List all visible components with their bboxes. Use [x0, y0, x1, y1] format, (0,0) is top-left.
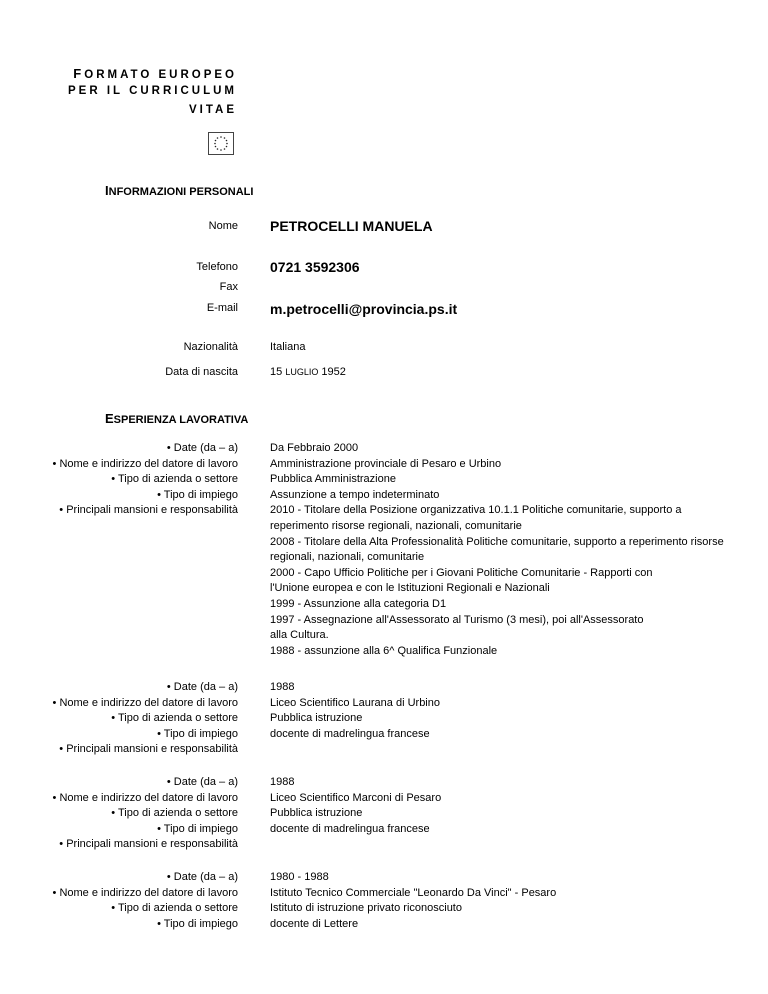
value-data-nascita: 15 LUGLIO 1952 — [270, 366, 346, 378]
label-date: • Date (da – a) — [166, 442, 238, 454]
label-date: • Date (da – a) — [166, 681, 238, 693]
label-telefono: Telefono — [196, 261, 238, 273]
entry-date: 1988 — [270, 681, 295, 693]
label-sector: • Tipo di azienda o settore — [111, 902, 238, 915]
label-data-nascita: Data di nascita — [165, 366, 238, 378]
label-nazionalita: Nazionalità — [183, 341, 238, 353]
label-sector: • Tipo di azienda o settore — [111, 473, 238, 486]
entry-date: 1988 — [270, 776, 295, 788]
eu-flag-icon — [208, 132, 234, 155]
entry-sector: Pubblica istruzione — [270, 807, 363, 820]
label-employer: • Nome e indirizzo del datore di lavoro — [52, 457, 238, 470]
value-nome: PETROCELLI MANUELA — [270, 218, 433, 234]
entry-2-labels — [53, 680, 238, 758]
entry-3-values — [270, 775, 441, 837]
entry-duty-line: 2000 - Capo Ufficio Politiche per i Giovani Politiche Comunitarie - Rapporti con — [270, 566, 653, 579]
entry-sector: Pubblica istruzione — [270, 712, 363, 725]
label-type: • Tipo di impiego — [157, 488, 238, 501]
entry-duty-line: l'Unione europea e con le Istituzioni Regionali e Nazionali — [270, 582, 550, 595]
label-duties: • Principali mansioni e responsabilità — [59, 838, 238, 851]
label-sector: • Tipo di azienda o settore — [111, 712, 238, 725]
entry-duty-line: 1999 - Assunzione alla categoria D1 — [270, 597, 447, 610]
entry-sector: Istituto di istruzione privato riconosciuto — [270, 902, 462, 915]
label-type: • Tipo di impiego — [157, 727, 238, 740]
value-telefono: 0721 3592306 — [270, 259, 360, 275]
label-date: • Date (da – a) — [166, 776, 238, 788]
entry-duty-line: 2010 - Titolare della Posizione organizzativa 10.1.1 Politiche comunitarie, supporto a — [270, 504, 682, 517]
entry-4-labels — [53, 870, 238, 932]
entry-type: docente di Lettere — [270, 917, 359, 930]
entry-duty-line: reperimento risorse regionali, nazionali, comunitarie — [270, 519, 522, 532]
label-fax: Fax — [219, 281, 238, 293]
label-nome: Nome — [208, 220, 238, 232]
entry-employer: Amministrazione provinciale di Pesaro e Urbino — [270, 457, 502, 470]
label-employer: • Nome e indirizzo del datore di lavoro — [52, 791, 238, 804]
cv-title-line-1: FORMATO EUROPEO — [73, 66, 237, 81]
label-duties: • Principali mansioni e responsabilità — [59, 504, 238, 517]
value-nazionalita: Italiana — [270, 341, 306, 353]
label-date: • Date (da – a) — [166, 871, 238, 883]
entry-2-values — [270, 680, 440, 742]
label-type: • Tipo di impiego — [157, 822, 238, 835]
label-employer: • Nome e indirizzo del datore di lavoro — [52, 886, 238, 899]
entry-3-labels — [53, 775, 238, 853]
entry-sector: Pubblica Amministrazione — [270, 473, 396, 486]
section-heading-work-experience: ESPERIENZA LAVORATIVA — [105, 411, 249, 426]
entry-duty-line: 1988 - assunzione alla 6^ Qualifica Funzionale — [270, 644, 498, 657]
entry-type: Assunzione a tempo indeterminato — [270, 488, 440, 501]
label-duties: • Principali mansioni e responsabilità — [59, 743, 238, 756]
entry-employer: Liceo Scientifico Marconi di Pesaro — [270, 791, 442, 804]
entry-duty-line: regionali, nazionali, comunitarie — [270, 551, 425, 564]
label-employer: • Nome e indirizzo del datore di lavoro — [52, 696, 238, 709]
label-email: E-mail — [206, 302, 238, 314]
entry-duty-line: alla Cultura. — [270, 629, 329, 642]
entry-duty-line: 2008 - Titolare della Alta Professionalità Politiche comunitarie, supporto a reperimento risorse — [270, 535, 724, 548]
entry-type: docente di madrelingua francese — [270, 727, 430, 740]
entry-1-labels — [53, 441, 238, 519]
entry-date: Da Febbraio 2000 — [270, 442, 359, 454]
entry-4-values — [270, 870, 556, 932]
entry-date: 1980 - 1988 — [270, 871, 329, 883]
entry-1-values — [270, 441, 724, 659]
value-email: m.petrocelli@provincia.ps.it — [270, 301, 458, 317]
cv-title-line-2: PER IL CURRICULUM — [68, 85, 237, 97]
entry-duty-line: 1997 - Assegnazione all'Assessorato al Turismo (3 mesi), poi all'Assessorato — [270, 613, 644, 626]
label-sector: • Tipo di azienda o settore — [111, 807, 238, 820]
section-heading-personal-info: INFORMAZIONI PERSONALI — [105, 183, 254, 198]
cv-title-line-3: VITAE — [188, 104, 237, 116]
label-type: • Tipo di impiego — [157, 917, 238, 930]
entry-employer: Liceo Scientifico Laurana di Urbino — [270, 696, 440, 709]
entry-type: docente di madrelingua francese — [270, 822, 430, 835]
entry-employer: Istituto Tecnico Commerciale "Leonardo Da Vinci" - Pesaro — [270, 886, 557, 899]
